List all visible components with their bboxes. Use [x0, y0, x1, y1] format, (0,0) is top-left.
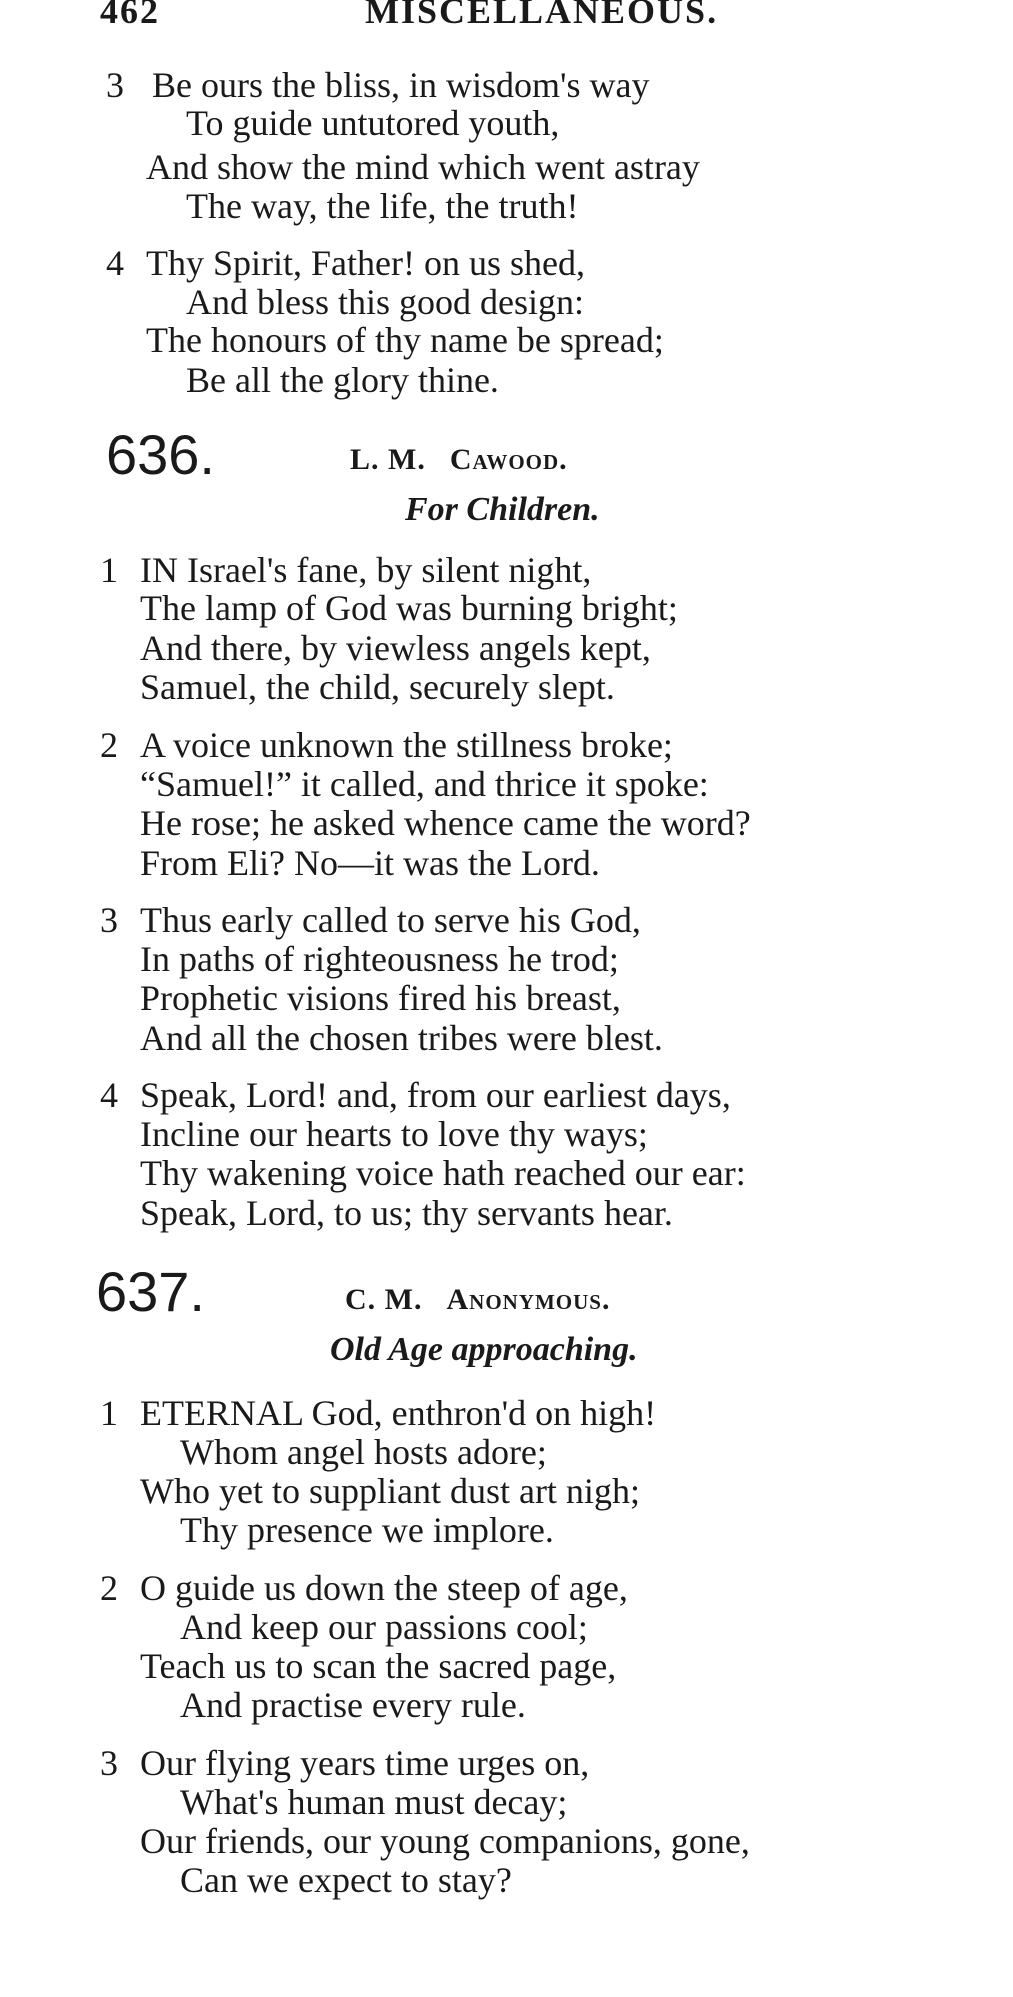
- verse-line: Our friends, our young companions, gone,: [140, 1821, 750, 1861]
- hymn-subtitle: Old Age approaching.: [330, 1331, 638, 1368]
- verse-line: Thy Spirit, Father! on us shed,: [146, 243, 585, 283]
- verse-line: Our flying years time urges on,: [140, 1743, 590, 1783]
- verse-line: And bless this good design:: [186, 282, 585, 322]
- verse-line: Can we expect to stay?: [180, 1860, 512, 1900]
- verse-line: Speak, Lord! and, from our earliest days,: [140, 1075, 731, 1115]
- stanza-number: 4: [106, 243, 124, 283]
- stanza-number: 2: [100, 1568, 118, 1608]
- hymn-author: Anonymous.: [446, 1283, 611, 1316]
- verse-line: Be all the glory thine.: [186, 360, 499, 400]
- verse-line: Samuel, the child, securely slept.: [140, 667, 615, 707]
- verse-line: And there, by viewless angels kept,: [140, 628, 651, 668]
- stanza-number: 3: [106, 65, 124, 105]
- verse-line: The way, the life, the truth!: [186, 186, 579, 226]
- verse-line: And all the chosen tribes were blest.: [140, 1018, 663, 1058]
- stanza-number: 1: [100, 1393, 118, 1433]
- verse-line: He rose; he asked whence came the word?: [140, 803, 751, 843]
- stanza-number: 4: [100, 1075, 118, 1115]
- hymn-subtitle: For Children.: [405, 491, 600, 528]
- verse-line: “Samuel!” it called, and thrice it spoke:: [140, 764, 709, 804]
- verse-line: Thus early called to serve his God,: [140, 900, 641, 940]
- verse-line: Thy presence we implore.: [180, 1510, 554, 1550]
- verse-line: Speak, Lord, to us; thy servants hear.: [140, 1193, 673, 1233]
- stanza-number: 3: [100, 900, 118, 940]
- stanza-number: 1: [100, 550, 118, 590]
- hymn-meter: C. M.: [345, 1283, 423, 1316]
- verse-line: Be ours the bliss, in wisdom's way: [152, 65, 650, 105]
- verse-line: In paths of righteousness he trod;: [140, 939, 619, 979]
- verse-line: Whom angel hosts adore;: [180, 1432, 547, 1472]
- verse-line: The lamp of God was burning bright;: [140, 588, 678, 628]
- stanza-number: 2: [100, 725, 118, 765]
- hymn-author: Cawood.: [449, 443, 568, 476]
- verse-line: And practise every rule.: [180, 1685, 526, 1725]
- verse-line: And keep our passions cool;: [180, 1607, 588, 1647]
- verse-line: And show the mind which went astray: [146, 147, 700, 187]
- verse-line: IN Israel's fane, by silent night,: [140, 550, 592, 590]
- verse-line: From Eli? No—it was the Lord.: [140, 843, 600, 883]
- verse-line: Prophetic visions fired his breast,: [140, 978, 621, 1018]
- verse-line: The honours of thy name be spread;: [146, 320, 664, 360]
- hymn-meter: L. M.: [350, 443, 426, 476]
- verse-line: Teach us to scan the sacred page,: [140, 1646, 617, 1686]
- verse-line: To guide untutored youth,: [186, 103, 560, 143]
- running-title: MISCELLANEOUS.: [365, 0, 719, 31]
- hymn-meter-author: [345, 1280, 610, 1320]
- verse-line: A voice unknown the stillness broke;: [140, 725, 673, 765]
- stanza-number: 3: [100, 1743, 118, 1783]
- verse-line: Who yet to suppliant dust art nigh;: [140, 1471, 640, 1511]
- verse-line: Thy wakening voice hath reached our ear:: [140, 1153, 746, 1193]
- verse-line: What's human must decay;: [180, 1782, 568, 1822]
- verse-line: ETERNAL God, enthron'd on high!: [140, 1393, 657, 1433]
- hymn-number: 637.: [96, 1260, 205, 1323]
- verse-line: O guide us down the steep of age,: [140, 1568, 628, 1608]
- hymn-number: 636.: [106, 423, 215, 486]
- verse-line: Incline our hearts to love thy ways;: [140, 1114, 648, 1154]
- page-number: 462: [100, 0, 160, 31]
- hymn-meter-author: [350, 440, 568, 480]
